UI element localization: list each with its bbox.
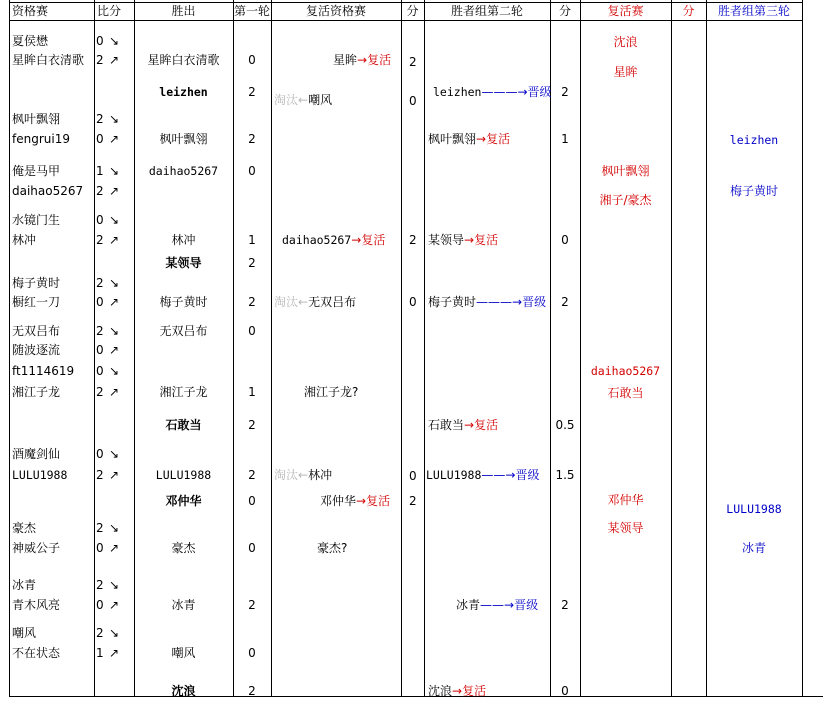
qualifier-player: LULU1988 <box>12 468 68 482</box>
repechage-qual-entry: 星眸→复活 <box>333 53 392 67</box>
qualifier-player: 水镜门生 <box>12 213 61 227</box>
down-arrow-icon: ↘ <box>109 364 120 378</box>
winners-round2-score: 0.5 <box>555 418 575 432</box>
repechage-qual-entry: 淘汰←林冲 <box>274 468 333 482</box>
up-arrow-icon: ↗ <box>109 646 120 660</box>
repechage-player: 星眸 <box>613 65 638 79</box>
round1-player: 星眸白衣清歌 <box>147 53 220 67</box>
winners-round3-player: leizhen <box>729 133 779 147</box>
repechage-qual-entry: 邓仲华→复活 <box>320 494 391 508</box>
round1-score: 0 <box>248 164 256 178</box>
up-arrow-icon: ↗ <box>109 295 120 309</box>
qualifier-player: fengrui19 <box>12 132 70 146</box>
qualifier-score: 0 <box>96 213 104 227</box>
down-arrow-icon: ↘ <box>109 34 120 48</box>
winners-round2-score: 1 <box>561 132 569 146</box>
right-arrow-icon: ———→ <box>481 85 528 99</box>
qualifier-player: 豪杰 <box>12 521 37 535</box>
qualifier-score: 2 <box>96 521 104 535</box>
down-arrow-icon: ↘ <box>109 521 120 535</box>
repechage-qual-entry: daihao5267→复活 <box>282 233 386 247</box>
qualifier-score: 0 <box>96 132 104 146</box>
round1-score: 2 <box>248 256 256 270</box>
up-arrow-icon: ↗ <box>109 385 120 399</box>
round1-score: 0 <box>248 494 256 508</box>
round1-player: 梅子黄时 <box>159 295 208 309</box>
round1-score: 2 <box>248 418 256 432</box>
right-arrow-icon: ——→ <box>481 468 516 482</box>
qualifier-player: 神威公子 <box>12 541 61 555</box>
winners-round2-entry: 沈浪→复活 <box>428 684 487 698</box>
right-arrow-icon: → <box>452 684 463 698</box>
qualifier-score: 2 <box>96 468 104 482</box>
down-arrow-icon: ↘ <box>109 626 120 640</box>
header-repechage-qual: 复活资格赛 <box>305 4 366 18</box>
down-arrow-icon: ↘ <box>109 324 120 338</box>
winners-round2-score: 2 <box>561 295 569 309</box>
winners-round2-score: 2 <box>561 85 569 99</box>
winners-round2-score: 0 <box>561 233 569 247</box>
up-arrow-icon: ↗ <box>109 233 120 247</box>
down-arrow-icon: ↘ <box>109 213 120 227</box>
up-arrow-icon: ↗ <box>109 132 120 146</box>
right-arrow-icon: → <box>357 53 368 67</box>
qualifier-player: 青木风亮 <box>12 598 61 612</box>
round1-score: 0 <box>248 646 256 660</box>
qualifier-score: 0 <box>96 295 104 309</box>
header-qualifier: 资格赛 <box>12 4 49 18</box>
round1-player: 无双吕布 <box>159 324 208 338</box>
round1-score: 2 <box>248 132 256 146</box>
round1-score: 2 <box>248 684 256 698</box>
qualifier-player: 夏侯懋 <box>12 34 49 48</box>
up-arrow-icon: ↗ <box>109 53 120 67</box>
qualifier-score: 1 <box>96 164 104 178</box>
qualifier-player: 冰青 <box>12 578 37 592</box>
round1-score: 0 <box>248 324 256 338</box>
repechage-qual-score: 2 <box>409 233 417 247</box>
round1-player: 沈浪 <box>171 684 196 698</box>
up-arrow-icon: ↗ <box>109 343 120 357</box>
down-arrow-icon: ↘ <box>109 276 120 290</box>
qualifier-score: 0 <box>96 447 104 461</box>
right-arrow-icon: ——→ <box>480 598 515 612</box>
qualifier-score: 2 <box>96 578 104 592</box>
repechage-qual-score: 0 <box>409 295 417 309</box>
right-arrow-icon: → <box>464 233 475 247</box>
qualifier-player: 无双吕布 <box>12 324 61 338</box>
round1-player: leizhen <box>159 85 208 99</box>
qualifier-player: 嘲风 <box>12 626 37 640</box>
qualifier-score: 0 <box>96 364 104 378</box>
right-arrow-icon: ———→ <box>476 295 523 309</box>
qualifier-player: 林冲 <box>12 233 37 247</box>
round1-score: 1 <box>248 385 256 399</box>
round1-player: 某领导 <box>165 256 202 270</box>
repechage-qual-entry: 淘汰←无双吕布 <box>274 295 357 309</box>
repechage-qual-score: 2 <box>409 494 417 508</box>
round1-score: 2 <box>248 295 256 309</box>
header-score4: 分 <box>682 4 695 18</box>
qualifier-score: 2 <box>96 385 104 399</box>
qualifier-player: 俺是马甲 <box>12 164 61 178</box>
round1-player: 石敢当 <box>165 418 202 432</box>
winners-round2-entry: 枫叶飘翎→复活 <box>428 132 511 146</box>
header-winners-round2: 胜者组第二轮 <box>450 4 523 18</box>
round1-player: 湘江子龙 <box>159 385 208 399</box>
repechage-qual-score: 0 <box>409 94 417 108</box>
qualifier-player: 酒魔剑仙 <box>12 447 61 461</box>
right-arrow-icon: → <box>351 233 362 247</box>
qualifier-score: 2 <box>96 112 104 126</box>
qualifier-score: 2 <box>96 324 104 338</box>
winners-round3-player: LULU1988 <box>726 502 782 516</box>
winners-round2-entry: 梅子黄时———→晋级 <box>428 295 547 309</box>
qualifier-score: 2 <box>96 53 104 67</box>
winners-round2-entry: leizhen———→晋级 <box>433 85 552 99</box>
header-score3: 分 <box>558 4 571 18</box>
right-arrow-icon: → <box>464 418 475 432</box>
round1-player: 冰青 <box>171 598 196 612</box>
repechage-qual-entry: 淘汰←嘲风 <box>274 93 333 107</box>
repechage-qual-entry: 豪杰? <box>317 541 348 555</box>
qualifier-player: 梅子黄时 <box>12 276 61 290</box>
qualifier-player: 湘江子龙 <box>12 385 61 399</box>
qualifier-player: 不在状态 <box>12 646 61 660</box>
repechage-player: 湘子/豪杰 <box>599 193 652 207</box>
qualifier-score: 2 <box>96 233 104 247</box>
winners-round2-entry: 冰青——→晋级 <box>456 598 539 612</box>
round1-player: 嘲风 <box>171 646 196 660</box>
right-arrow-icon: → <box>356 494 367 508</box>
round1-player: 林冲 <box>171 233 196 247</box>
round1-score: 0 <box>248 541 256 555</box>
repechage-player: daihao5267 <box>590 364 661 378</box>
repechage-qual-score: 0 <box>409 469 417 483</box>
qualifier-player: 橱红一刀 <box>12 295 61 309</box>
qualifier-player: ft1114619 <box>12 364 75 378</box>
round1-player: LULU1988 <box>155 468 212 482</box>
round1-player: 枫叶飘翎 <box>159 132 208 146</box>
winners-round2-score: 2 <box>561 598 569 612</box>
qualifier-player: 星眸白衣清歌 <box>12 53 85 67</box>
qualifier-score: 0 <box>96 541 104 555</box>
qualifier-score: 2 <box>96 626 104 640</box>
down-arrow-icon: ↘ <box>109 164 120 178</box>
down-arrow-icon: ↘ <box>109 447 120 461</box>
qualifier-player: daihao5267 <box>12 184 84 198</box>
winners-round2-score: 0 <box>561 684 569 698</box>
up-arrow-icon: ↗ <box>109 541 120 555</box>
round1-score: 0 <box>248 53 256 67</box>
repechage-player: 枫叶飘翎 <box>601 164 650 178</box>
repechage-player: 邓仲华 <box>607 493 644 507</box>
qualifier-score: 2 <box>96 184 104 198</box>
down-arrow-icon: ↘ <box>109 112 120 126</box>
qualifier-score: 0 <box>96 343 104 357</box>
winners-round2-entry: 某领导→复活 <box>428 233 499 247</box>
qualifier-player: 枫叶飘翎 <box>12 112 61 126</box>
qualifier-score: 2 <box>96 276 104 290</box>
winners-round2-score: 1.5 <box>555 468 575 482</box>
up-arrow-icon: ↗ <box>109 468 120 482</box>
repechage-player: 石敢当 <box>607 386 644 400</box>
repechage-qual-score: 2 <box>409 55 417 69</box>
repechage-player: 沈浪 <box>613 35 638 49</box>
header-round1: 第一轮 <box>233 4 270 18</box>
qualifier-score: 1 <box>96 646 104 660</box>
header-repechage: 复活赛 <box>607 4 644 18</box>
winners-round2-entry: LULU1988——→晋级 <box>426 468 540 482</box>
round1-player: 豪杰 <box>171 541 196 555</box>
right-arrow-icon: → <box>476 132 487 146</box>
round1-score: 2 <box>248 598 256 612</box>
winners-round3-player: 梅子黄时 <box>729 184 778 198</box>
repechage-player: 某领导 <box>607 521 644 535</box>
repechage-qual-entry: 湘江子龙? <box>304 385 359 399</box>
qualifier-score: 0 <box>96 598 104 612</box>
round1-player: 邓仲华 <box>165 494 202 508</box>
round1-score: 2 <box>248 468 256 482</box>
round1-player: daihao5267 <box>148 164 219 178</box>
up-arrow-icon: ↗ <box>109 598 120 612</box>
qualifier-score: 0 <box>96 34 104 48</box>
winners-round2-entry: 石敢当→复活 <box>428 418 499 432</box>
qualifier-player: 随波逐流 <box>12 343 61 357</box>
round1-score: 2 <box>248 85 256 99</box>
header-score2: 分 <box>406 4 419 18</box>
round1-score: 1 <box>248 233 256 247</box>
header-score1: 比分 <box>97 4 122 18</box>
up-arrow-icon: ↗ <box>109 184 120 198</box>
header-winners-round3: 胜者组第三轮 <box>717 4 790 18</box>
winners-round3-player: 冰青 <box>741 541 766 555</box>
down-arrow-icon: ↘ <box>109 578 120 592</box>
header-winner: 胜出 <box>171 4 196 18</box>
